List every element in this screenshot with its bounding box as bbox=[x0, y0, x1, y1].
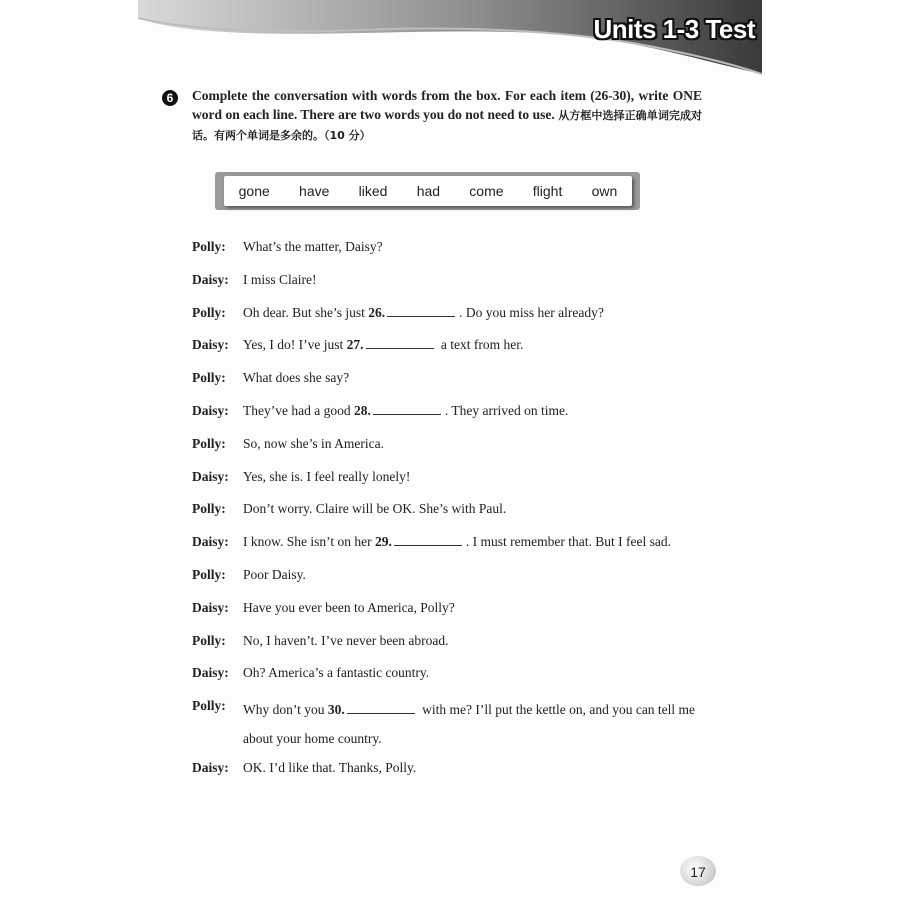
line-text-before: Poor Daisy. bbox=[243, 566, 306, 582]
line-text bbox=[243, 334, 712, 367]
item-number: 30. bbox=[327, 702, 345, 718]
line-text bbox=[243, 498, 712, 531]
dialogue-line bbox=[192, 531, 712, 564]
speaker-name: Polly: bbox=[192, 566, 226, 582]
speaker-name: Polly: bbox=[192, 632, 226, 648]
dialogue-line bbox=[192, 367, 712, 400]
conversation bbox=[192, 236, 712, 790]
dialogue-line bbox=[192, 662, 712, 695]
dialogue-line bbox=[192, 302, 712, 335]
line-text-before: What does she say? bbox=[243, 370, 350, 386]
speaker-name: Polly: bbox=[192, 370, 226, 386]
line-text-after: with me? I’ll put the kettle on, and you can tell me about your home country. bbox=[243, 702, 696, 747]
line-text bbox=[243, 695, 712, 757]
line-text-before: So, now she’s in America. bbox=[243, 435, 384, 451]
speaker-name: Polly: bbox=[192, 239, 226, 254]
line-text-before: Oh? America’s a fantastic country. bbox=[243, 665, 430, 681]
line-text bbox=[243, 236, 712, 269]
speaker-name: Daisy: bbox=[192, 665, 229, 681]
answer-blank[interactable] bbox=[387, 302, 455, 317]
dialogue-line bbox=[192, 757, 712, 790]
dialogue-line bbox=[192, 334, 712, 367]
answer-blank[interactable] bbox=[366, 334, 434, 349]
dialogue-line bbox=[192, 466, 712, 499]
word-box-item: have bbox=[299, 183, 330, 199]
line-text bbox=[243, 564, 712, 597]
word-box-item: gone bbox=[238, 183, 270, 199]
dialogue-line bbox=[192, 630, 712, 663]
line-text bbox=[243, 662, 712, 695]
word-box-item: had bbox=[416, 183, 441, 199]
line-text-after: . Do you miss her already? bbox=[459, 304, 604, 320]
line-text bbox=[243, 630, 712, 663]
speaker-name: Polly: bbox=[192, 304, 226, 320]
line-text bbox=[243, 433, 712, 466]
answer-blank[interactable] bbox=[394, 531, 462, 546]
item-number: 29. bbox=[375, 534, 392, 550]
speaker-name: Polly: bbox=[192, 501, 226, 517]
item-number: 27. bbox=[346, 337, 364, 353]
speaker-name: Daisy: bbox=[192, 599, 229, 615]
line-text-before: No, I haven’t. I’ve never been abroad. bbox=[243, 632, 449, 648]
word-box-item: flight bbox=[532, 183, 563, 199]
word-box-item: own bbox=[591, 183, 618, 199]
line-text bbox=[243, 367, 712, 400]
word-box-item: come bbox=[469, 183, 504, 199]
word-box bbox=[224, 176, 632, 206]
line-text-before: What’s the matter, Daisy? bbox=[243, 239, 383, 254]
line-text-after: a text from her. bbox=[437, 337, 524, 353]
line-text bbox=[243, 302, 712, 335]
answer-blank[interactable] bbox=[373, 400, 441, 415]
line-text bbox=[243, 466, 712, 499]
dialogue-line bbox=[192, 498, 712, 531]
line-text-before: I know. She isn’t on her bbox=[243, 534, 375, 550]
page-number: 17 bbox=[680, 856, 716, 886]
answer-blank[interactable] bbox=[347, 699, 415, 714]
speaker-name: Daisy: bbox=[192, 271, 229, 287]
line-text-before: Don’t worry. Claire will be OK. She’s with Paul. bbox=[243, 501, 507, 517]
dialogue-line bbox=[192, 400, 712, 433]
speaker-name: Daisy: bbox=[192, 402, 229, 418]
dialogue-line bbox=[192, 564, 712, 597]
speaker-name: Polly: bbox=[192, 435, 226, 451]
line-text-before: Yes, I do! I’ve just bbox=[243, 337, 347, 353]
instruction-english: Complete the conversation with words from the box. For each item (26-30), write ONE word on each line. There are two words you do not need to use. bbox=[192, 88, 702, 122]
line-text-before: Oh dear. But she’s just bbox=[243, 304, 369, 320]
line-text-before: I miss Claire! bbox=[243, 271, 317, 287]
line-text bbox=[243, 597, 712, 630]
line-text bbox=[243, 400, 712, 433]
dialogue-line bbox=[192, 433, 712, 466]
question-instructions bbox=[192, 86, 702, 145]
question-number-badge: 6 bbox=[162, 90, 178, 106]
item-number: 26. bbox=[368, 304, 386, 320]
line-text-after: . They arrived on time. bbox=[444, 402, 569, 418]
speaker-name: Daisy: bbox=[192, 760, 229, 776]
line-text-after: . I must remember that. But I feel sad. bbox=[465, 534, 671, 550]
dialogue-line bbox=[192, 695, 712, 757]
dialogue-line bbox=[192, 236, 712, 269]
word-box-item: liked bbox=[358, 183, 388, 199]
speaker-name: Daisy: bbox=[192, 534, 229, 550]
unit-title: Units 1-3 Test bbox=[593, 14, 755, 44]
line-text-before: Have you ever been to America, Polly? bbox=[243, 599, 455, 615]
line-text-before: OK. I’d like that. Thanks, Polly. bbox=[243, 760, 417, 776]
line-text bbox=[243, 531, 712, 564]
line-text bbox=[243, 269, 712, 302]
line-text-before: They’ve had a good bbox=[243, 402, 354, 418]
line-text-before: Why don’t you bbox=[243, 702, 328, 718]
item-number: 28. bbox=[353, 402, 371, 418]
line-text-before: Yes, she is. I feel really lonely! bbox=[243, 468, 411, 484]
speaker-name: Daisy: bbox=[192, 337, 229, 353]
dialogue-line bbox=[192, 597, 712, 630]
line-text bbox=[243, 757, 712, 790]
dialogue-line bbox=[192, 269, 712, 302]
speaker-name: Polly: bbox=[192, 698, 226, 714]
speaker-name: Daisy: bbox=[192, 468, 229, 484]
instruction-chinese: 从方框中选择正确单词完成对话。有两个单词是多余的。（10 分） bbox=[192, 109, 703, 142]
